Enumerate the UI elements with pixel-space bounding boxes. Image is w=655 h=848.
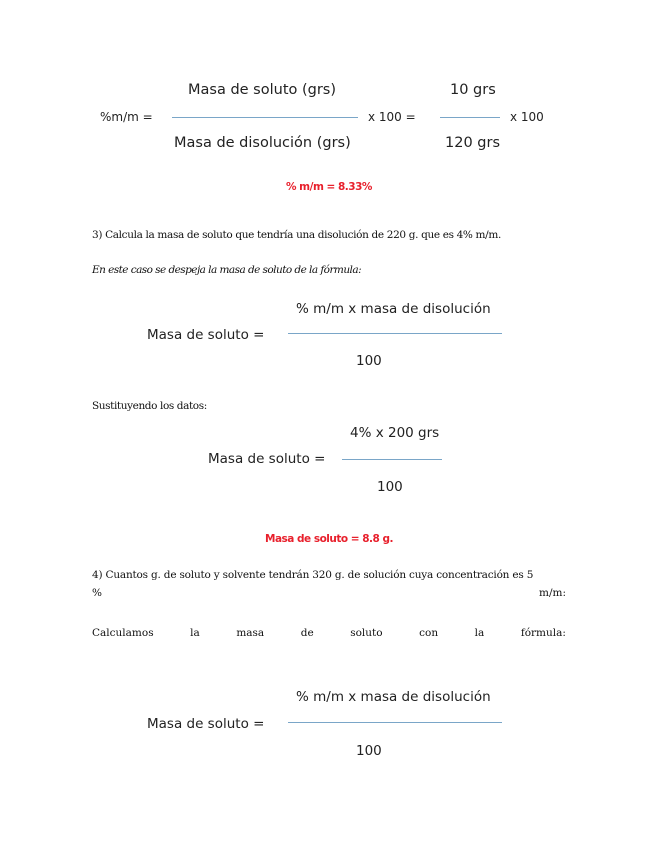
formula3-numerator: % m/m x masa de disolución <box>296 689 491 705</box>
formula3-denominator: 100 <box>356 743 382 759</box>
problem4-line2 <box>92 587 566 599</box>
formula1-den-value: 120 grs <box>445 135 501 151</box>
problem3-text: 3) Calcula la masa de soluto que tendría una disolución de 220 g. que es 4% m/m. <box>92 229 501 241</box>
formula1-value-fraction-line <box>440 117 500 118</box>
problem4-calc-line <box>92 627 566 639</box>
result-percent-mm: % m/m = 8.33% <box>286 181 372 193</box>
calc-word: la <box>474 627 485 639</box>
formula1-fraction-line <box>172 117 358 118</box>
calc-word: la <box>190 627 200 639</box>
calc-word: masa <box>236 627 265 639</box>
formula1-times: x 100 = <box>368 110 416 124</box>
formula1-times-100: x 100 <box>510 110 544 124</box>
substitution-lhs: Masa de soluto = <box>208 451 326 467</box>
calc-word: Calculamos <box>92 627 154 639</box>
formula3-lhs: Masa de soluto = <box>147 716 265 732</box>
problem3-note: En este caso se despeja la masa de soluto de la fórmula: <box>92 264 362 276</box>
problem4-line2-right: m/m: <box>539 587 566 599</box>
calc-word: fórmula: <box>520 627 566 639</box>
formula2-denominator: 100 <box>356 353 382 369</box>
formula1-denominator: Masa de disolución (grs) <box>174 135 351 151</box>
substitution-fraction-line <box>342 459 442 460</box>
calc-word: soluto <box>350 627 383 639</box>
problem4-line1: 4) Cuantos g. de soluto y solvente tendrán 320 g. de solución cuya concentración es 5 <box>92 569 534 581</box>
result-masa-soluto: Masa de soluto = 8.8 g. <box>265 533 393 545</box>
formula3-fraction-line <box>288 722 502 723</box>
formula1-numerator: Masa de soluto (grs) <box>188 82 337 98</box>
problem4-line2-left: % <box>92 587 102 599</box>
formula2-numerator: % m/m x masa de disolución <box>296 301 491 317</box>
calc-word: con <box>419 627 439 639</box>
formula2-lhs: Masa de soluto = <box>147 327 265 343</box>
substitution-label: Sustituyendo los datos: <box>92 400 207 412</box>
substitution-denominator: 100 <box>377 479 403 495</box>
formula2-fraction-line <box>288 333 502 334</box>
formula1-lhs: %m/m = <box>100 110 153 124</box>
substitution-numerator: 4% x 200 grs <box>350 425 440 441</box>
formula1-num-value: 10 grs <box>450 82 496 98</box>
calc-word: de <box>300 627 314 639</box>
